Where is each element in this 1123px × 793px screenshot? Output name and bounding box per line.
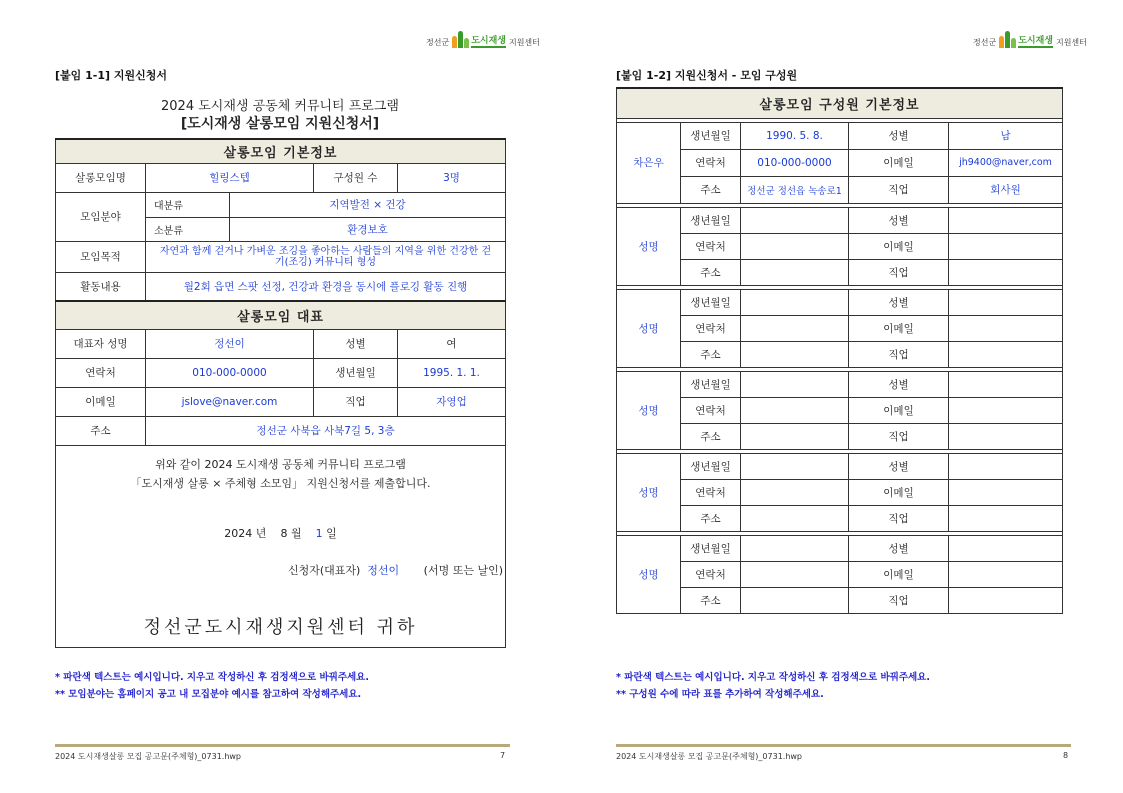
member-row: [617, 233, 1063, 259]
page-8: [562, 0, 1123, 793]
member-phone-value[interactable]: [741, 561, 849, 587]
member-email-label: 이메일: [849, 479, 949, 505]
member-address-label: 주소: [681, 259, 741, 285]
member-birth-label: 생년월일: [681, 289, 741, 315]
rep-job-value[interactable]: 자영업: [398, 387, 506, 416]
doc-title-line2: [도시재생 살롱모임 지원신청서]: [180, 116, 380, 132]
member-sex-label: 성별: [849, 453, 949, 479]
note-1: * 파란색 텍스트는 예시입니다. 지우고 작성하신 후 검정색으로 바꿔주세요.: [616, 672, 930, 683]
member-phone-label: 연락처: [681, 315, 741, 341]
logo-brand: 도시재생: [471, 33, 506, 48]
member-sex-value[interactable]: [949, 535, 1063, 561]
field-label: 모임분야: [56, 192, 146, 241]
page-7: [0, 0, 561, 793]
logo-brand: 도시재생: [1018, 33, 1053, 48]
member-phone-value[interactable]: [741, 397, 849, 423]
member-address-value[interactable]: [741, 259, 849, 285]
major-label: 대분류: [146, 192, 230, 217]
rep-phone-label: 연락처: [56, 358, 146, 387]
rep-address-label: 주소: [56, 416, 146, 445]
member-job-value[interactable]: [949, 259, 1063, 285]
purpose-value[interactable]: 자연과 함께 걷거나 가벼운 조깅을 좋아하는 사람들의 지역을 위한 건강한 걷기(조깅) 커뮤니티 형성: [146, 241, 506, 272]
rep-job-label: 직업: [314, 387, 398, 416]
member-phone-label: 연락처: [681, 149, 741, 176]
member-name[interactable]: 차은우: [617, 122, 681, 203]
note-2: ** 모임분야는 홈페이지 공고 내 모집분야 예시를 참고하여 작성해주세요.: [55, 689, 362, 700]
rep-name-label: 대표자 성명: [56, 329, 146, 358]
member-address-value[interactable]: [741, 341, 849, 367]
declaration-line2: 「도시재생 살롱 × 주체형 소모임」 지원신청서를 제출합니다.: [130, 476, 431, 490]
member-sex-value[interactable]: [949, 453, 1063, 479]
member-email-label: 이메일: [849, 561, 949, 587]
member-row: [617, 371, 1063, 397]
member-row: [617, 259, 1063, 285]
logo-suffix: 지원센터: [1055, 38, 1087, 47]
member-address-value[interactable]: [741, 423, 849, 449]
submit-date: [56, 525, 505, 541]
member-email-label: 이메일: [849, 233, 949, 259]
member-address-label: 주소: [681, 587, 741, 613]
member-table: [616, 87, 1063, 614]
member-birth-label: 생년월일: [681, 207, 741, 233]
member-job-value[interactable]: [949, 423, 1063, 449]
center-logo: [973, 30, 1087, 48]
member-name[interactable]: 성명: [617, 289, 681, 367]
note-1: * 파란색 텍스트는 예시입니다. 지우고 작성하신 후 검정색으로 바꿔주세요.: [55, 672, 369, 683]
footer-divider: [616, 744, 1071, 747]
member-birth-value[interactable]: [741, 371, 849, 397]
member-job-label: 직업: [849, 505, 949, 531]
member-sex-label: 성별: [849, 207, 949, 233]
logo-prefix: 정선군: [426, 38, 450, 47]
members-label: 구성원 수: [314, 163, 398, 192]
member-name[interactable]: 성명: [617, 535, 681, 613]
member-phone-label: 연락처: [681, 561, 741, 587]
member-sex-value[interactable]: 남: [949, 122, 1063, 149]
section-label: [붙임 1-1] 지원신청서: [55, 69, 167, 82]
application-table: [55, 138, 506, 648]
member-email-value[interactable]: [949, 315, 1063, 341]
member-row: [617, 535, 1063, 561]
member-address-label: 주소: [681, 505, 741, 531]
member-birth-value[interactable]: [741, 535, 849, 561]
member-sex-value[interactable]: [949, 289, 1063, 315]
rep-birth-label: 생년월일: [314, 358, 398, 387]
members-value[interactable]: 3명: [398, 163, 506, 192]
member-job-label: 직업: [849, 423, 949, 449]
member-job-label: 직업: [849, 341, 949, 367]
applicant-label: 신청자(대표자): [287, 563, 361, 577]
member-birth-value[interactable]: 1990. 5. 8.: [741, 122, 849, 149]
member-sex-label: 성별: [849, 535, 949, 561]
member-row: [617, 423, 1063, 449]
activity-value[interactable]: 월2회 읍면 스팟 선정, 건강과 환경을 동시에 플로깅 활동 진행: [146, 272, 506, 301]
member-address-label: 주소: [681, 423, 741, 449]
salon-name-label: 살롱모임명: [56, 163, 146, 192]
member-job-value[interactable]: [949, 505, 1063, 531]
member-sex-value[interactable]: [949, 207, 1063, 233]
member-email-value[interactable]: [949, 397, 1063, 423]
sign-note: (서명 또는 날인): [423, 563, 504, 577]
basic-info-header: 살롱모임 기본정보: [56, 139, 506, 163]
member-address-label: 주소: [681, 176, 741, 203]
member-email-value[interactable]: [949, 233, 1063, 259]
center-logo: [426, 30, 540, 48]
date-day-unit: 일: [326, 526, 337, 540]
logo-suffix: 지원센터: [508, 38, 540, 47]
footer-divider: [55, 744, 510, 747]
member-job-value[interactable]: [949, 587, 1063, 613]
member-row: [617, 315, 1063, 341]
note-2: ** 구성원 수에 따라 표를 추가하여 작성해주세요.: [616, 689, 824, 700]
member-row: [617, 479, 1063, 505]
member-job-value[interactable]: 회사원: [949, 176, 1063, 203]
member-row: [617, 149, 1063, 176]
rep-phone-value[interactable]: 010-000-0000: [146, 358, 314, 387]
recipient: 정선군도시재생지원센터 귀하: [143, 616, 418, 638]
rep-email-label: 이메일: [56, 387, 146, 416]
rep-sex-label: 성별: [314, 329, 398, 358]
salon-name-value[interactable]: 힐링스텝: [146, 163, 314, 192]
page-number: 7: [500, 751, 506, 760]
rep-name-value[interactable]: 정선이: [146, 329, 314, 358]
member-name[interactable]: 성명: [617, 453, 681, 531]
member-email-value[interactable]: [949, 479, 1063, 505]
minor-value[interactable]: 환경보호: [230, 217, 506, 241]
section-label: [붙임 1-2] 지원신청서 - 모임 구성원: [616, 69, 798, 82]
member-birth-label: 생년월일: [681, 371, 741, 397]
date-month: 8: [280, 526, 288, 540]
major-value[interactable]: 지역발전 × 건강: [230, 192, 506, 217]
member-birth-value[interactable]: [741, 207, 849, 233]
member-row: [617, 587, 1063, 613]
declaration-line1: 위와 같이 2024 도시재생 공동체 커뮤니티 프로그램: [155, 457, 406, 471]
date-year: 2024: [224, 526, 253, 540]
member-birth-label: 생년월일: [681, 122, 741, 149]
member-address-value[interactable]: [741, 505, 849, 531]
applicant-name[interactable]: 정선이: [367, 563, 400, 577]
member-email-value[interactable]: [949, 561, 1063, 587]
page-number: 8: [1063, 751, 1069, 760]
member-phone-value[interactable]: 010-000-0000: [741, 149, 849, 176]
member-row: [617, 453, 1063, 479]
date-day[interactable]: 1: [315, 526, 323, 540]
member-email-label: 이메일: [849, 149, 949, 176]
date-month-unit: 월: [290, 526, 302, 540]
member-row: [617, 122, 1063, 149]
member-row: [617, 207, 1063, 233]
logo-prefix: 정선군: [973, 38, 997, 47]
rep-birth-value[interactable]: 1995. 1. 1.: [398, 358, 506, 387]
member-job-label: 직업: [849, 259, 949, 285]
member-row: [617, 341, 1063, 367]
doc-title-line1: 2024 도시재생 공동체 커뮤니티 프로그램: [161, 99, 399, 114]
rep-sex-value[interactable]: 여: [398, 329, 506, 358]
member-job-label: 직업: [849, 587, 949, 613]
member-phone-label: 연락처: [681, 233, 741, 259]
member-email-value[interactable]: jh9400@naver,com: [949, 149, 1063, 176]
member-name[interactable]: 성명: [617, 371, 681, 449]
representative-header: 살롱모임 대표: [56, 301, 506, 329]
minor-label: 소분류: [146, 217, 230, 241]
member-row: [617, 176, 1063, 203]
member-sex-label: 성별: [849, 289, 949, 315]
member-job-value[interactable]: [949, 341, 1063, 367]
member-phone-value[interactable]: [741, 479, 849, 505]
member-birth-label: 생년월일: [681, 453, 741, 479]
member-birth-value[interactable]: [741, 453, 849, 479]
member-email-label: 이메일: [849, 315, 949, 341]
rep-email-value[interactable]: jslove@naver.com: [146, 387, 314, 416]
member-sex-value[interactable]: [949, 371, 1063, 397]
member-job-label: 직업: [849, 176, 949, 203]
member-address-value[interactable]: [741, 587, 849, 613]
purpose-label: 모임목적: [56, 241, 146, 272]
member-row: [617, 505, 1063, 531]
member-birth-label: 생년월일: [681, 535, 741, 561]
member-row: [617, 561, 1063, 587]
member-email-label: 이메일: [849, 397, 949, 423]
applicant-line: [288, 562, 503, 578]
member-phone-label: 연락처: [681, 397, 741, 423]
member-sex-label: 성별: [849, 122, 949, 149]
member-name[interactable]: 성명: [617, 207, 681, 285]
member-phone-label: 연락처: [681, 479, 741, 505]
member-phone-value[interactable]: [741, 315, 849, 341]
activity-label: 활동내용: [56, 272, 146, 301]
declaration-box: [56, 445, 506, 647]
member-address-label: 주소: [681, 341, 741, 367]
member-address-value[interactable]: 정선군 정선읍 녹송로1: [741, 176, 849, 203]
member-birth-value[interactable]: [741, 289, 849, 315]
member-phone-value[interactable]: [741, 233, 849, 259]
member-row: [617, 289, 1063, 315]
footer-filename: 2024 도시재생살롱 모집 공고문(주체형)_0731.hwp: [616, 752, 803, 761]
date-year-unit: 년: [255, 526, 267, 540]
tree-logo-icon: [452, 30, 468, 48]
member-row: [617, 397, 1063, 423]
footer-filename: 2024 도시재생살롱 모집 공고문(주체형)_0731.hwp: [55, 752, 242, 761]
rep-address-value[interactable]: 정선군 사북읍 사북7길 5, 3층: [146, 416, 506, 445]
tree-logo-icon: [999, 30, 1015, 48]
member-table-header: 살롱모임 구성원 기본정보: [617, 88, 1063, 118]
member-sex-label: 성별: [849, 371, 949, 397]
